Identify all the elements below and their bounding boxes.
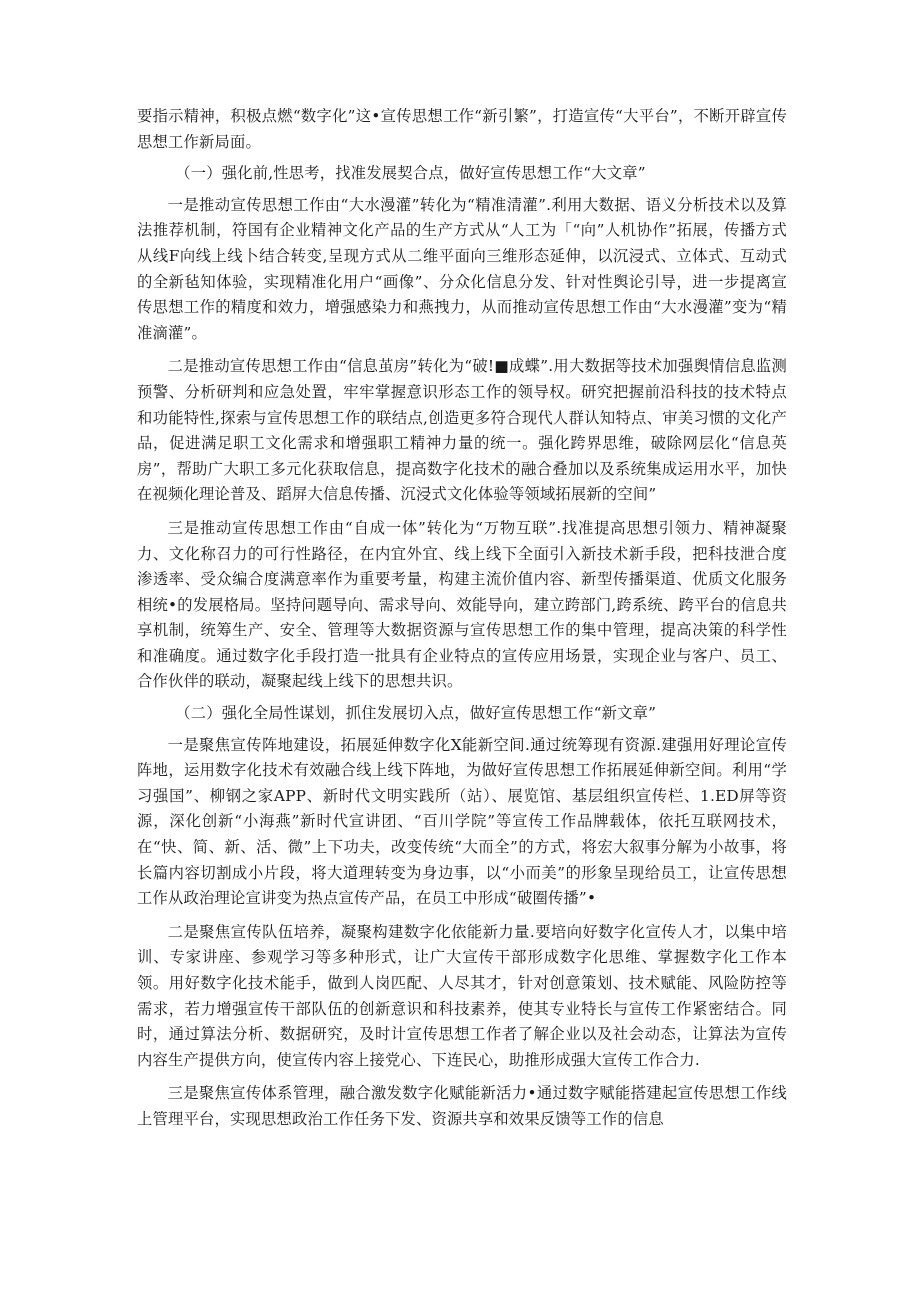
- paragraph-1-1: 一是推动宣传思想工作由“大水漫灌”转化为“精准清灌”.利用大数据、语义分析技术以及算法推荐机制，符国有企业精神文化产品的生产方式从“人工为「“向”人机协作”拓展，传播方式从线F向线上线卜结合转变,呈现方式从二维平面向三维形态延伸，以沉浸式、立体式、互动式的全新毡知体验，实现精准化用户“画像”、分众化信息分发、针对性舆论引导，进一步提离宣传思想工作的精度和效力，增强感染力和燕拽力，从而推动宣传思想工作由“大水漫灌”变为“精准滴灌”。: [137, 195, 787, 342]
- paragraph-2-3: 三是聚焦宣传体系管理，融合激发数字化赋能新活力•通过数字赋能搭建起宣传思想工作线上管理平台，实现思想政治工作任务下发、资源共享和效果反馈等工作的信息: [137, 1084, 787, 1128]
- paragraph-1-2: 二是推动宣传思想工作由“信息茧房”转化为“破!■成蝶”.用大数据等技术加强舆情信息监测预警、分析研判和应急处置，牢牢掌握意识形态工作的领导权。研究把握前沿科技的技术特点和功能特性,探索与宣传思想工作的联结点,创造更多符合现代人群认知特点、审美习惯的文化产品，促进满足职工文化需求和增强职工精神力量的统一。强化跨界思维，破除网层化“信息英房”，帮助广大职工多元化获取信息，提高数字化技术的融合叠加以及系统集成运用水平，加快在视频化理论普及、蹈屏大信息传播、沉浸式文化体验等领域拓展新的空间”: [137, 357, 787, 504]
- paragraph-intro: 要指示精神，积极点燃“数字化”这•宣传思想工作“新引繁”，打造宣传“大平台”，不断开辟宣传思想工作新局面。: [137, 107, 787, 151]
- section-heading-2: （二）强化全局性谋划，抓住发展切入点，做好宣传思想工作“新文章”: [175, 704, 657, 723]
- paragraph-2-2: 二是聚焦宣传队伍培养，凝聚构建数字化依能新力量.要培向好数字化宣传人才，以集中培训、专家讲座、参观学习等多种形式，让广大宣传干部形成数字化思维、掌握数字化工作本领。用好数字化技术能手，做到人岗匹配、人尽其才，针对创意策划、技术赋能、风险防控等需求，若力增强宣传干部队伍的创新意识和科技素养，使其专业特长与宣传工作紧密结合。同时，通过算法分析、数据研究，及时计宣传思想工作者了解企业以及社会动态，让算法为宣传内容生产提供方向，使宣传内容上接党心、下连民心，助推形成强大宣传工作合力.: [137, 922, 787, 1069]
- paragraph-1-3: 三是推动宣传思想工作由“自成一体”转化为“万物互联”.找准提高思想引领力、精神凝聚力、文化称召力的可行性路径，在内宜外宜、线上线下全面引入新技术新手段，把科技泄合度渗透率、受众编合度满意率作为重要考量，构建主流价值内容、新型传播渠道、优质文化服务相统•的发展格局。坚持问题导向、需求导向、效能导向，建立跨部门,跨系统、跨平台的信息共享机制，统筹生产、安全、管理等大数据资源与宣传思想工作的集中管理，提高决策的科学性和准确度。通过数字化手段打造一批具有企业特点的宣传应用场景，实现企业与客户、员工、合作伙伴的联动，凝聚起线上线下的思想共识。: [137, 518, 787, 691]
- document-page: [137, 104, 787, 1133]
- paragraph-2-1: 一是聚焦宣传阵地建设，拓展延伸数字化X能新空间.通过统筹现有资源.建强用好理论宣传阵地，运用数字化技术有效融合线上线下阵地，为做好宣传思想工作拓展延伸新空间。利用“学习强国”、柳钢之家APP、新时代文明实践所（站）、展览馆、基层组织宣传栏、1.ED屏等资源，深化创新“小海燕”新时代宣讲团、“百川学院”等宣传工作品牌载体，依托互联网技术，在“快、简、新、活、微”上下功夫，改变传统“大而全”的方式，将宏大叙事分解为小故事，将长篇内容切割成小片段，将大道理转变为身边事，以“小而美”的形象呈现给员工，让宣传思想工作从政治理论宣讲变为热点宣传产品，在员工中形成“破圈传播”•: [137, 735, 787, 908]
- section-heading-1: （一）强化前,性思考，找准发展契合点，做好宣传思想工作“大文章”: [175, 164, 646, 183]
